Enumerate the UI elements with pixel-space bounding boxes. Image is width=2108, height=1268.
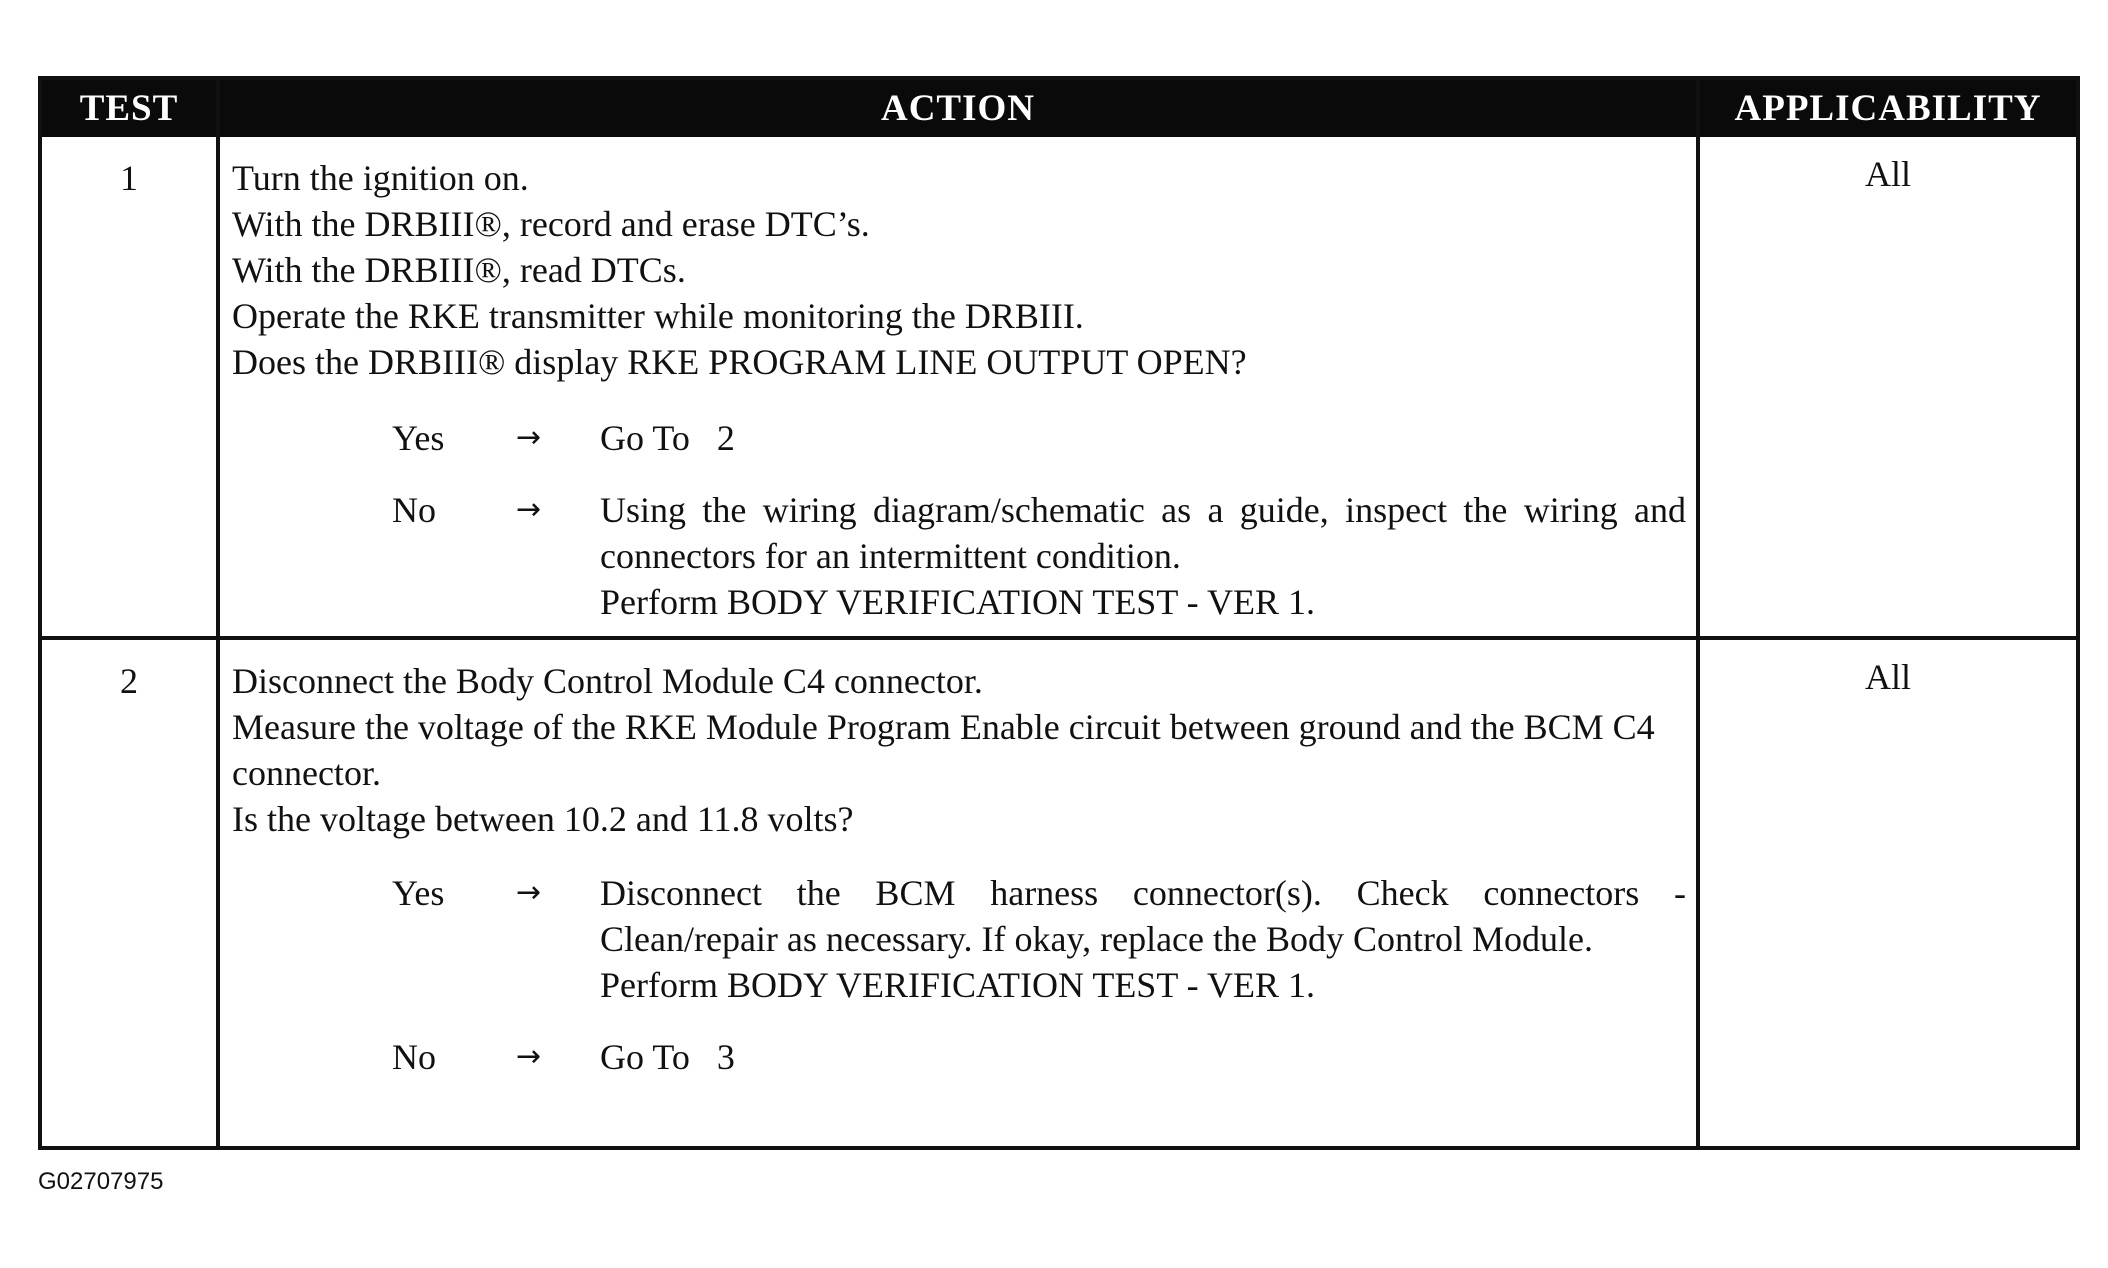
action-step: Turn the ignition on. <box>232 158 529 198</box>
action-step: Measure the voltage of the RKE Module Program Enable circuit between ground and the BCM C4 connector. <box>232 707 1655 793</box>
action-step: Operate the RKE transmitter while monitoring the DRBIII. <box>232 296 1084 336</box>
result-line: Perform BODY VERIFICATION TEST - VER 1. <box>600 582 1316 622</box>
action-step: With the DRBIII®, record and erase DTC’s. <box>232 204 870 244</box>
test-number: 1 <box>120 158 138 198</box>
result-line: Go To 3 <box>600 1037 735 1077</box>
result-line: Perform BODY VERIFICATION TEST - VER 1. <box>600 965 1316 1005</box>
arrow-icon: → <box>516 1039 542 1074</box>
table-row <box>42 137 2076 636</box>
result-line: Using the wiring diagram/schematic as a guide, inspect the wiring and connectors for an intermittent condition. <box>600 490 1686 576</box>
outcome-no <box>232 487 1686 625</box>
outcome-result <box>600 870 1686 1008</box>
result-line: Disconnect the BCM harness connector(s). Check connectors - Clean/repair as necessary. If okay, replace the Body Control Module. <box>600 873 1686 959</box>
arrow-icon: → <box>516 420 542 455</box>
figure-id: G02707975 <box>38 1168 164 1195</box>
action-step: Is the voltage between 10.2 and 11.8 volts? <box>232 799 854 839</box>
header-action: ACTION <box>880 88 1036 129</box>
applicability-value: All <box>1864 657 1911 697</box>
header-applicability: APPLICABILITY <box>1734 88 2042 129</box>
action-step: Does the DRBIII® display RKE PROGRAM LINE OUTPUT OPEN? <box>232 342 1247 382</box>
arrow-icon: → <box>516 875 542 910</box>
outcome-yes <box>232 415 1686 461</box>
outcome-no <box>232 1034 1686 1080</box>
outcome-label: No <box>392 1037 436 1077</box>
arrow-icon: → <box>516 492 542 527</box>
outcome-label: Yes <box>392 418 445 458</box>
action-cell <box>232 155 1686 625</box>
action-cell <box>232 658 1686 1080</box>
outcome-label: Yes <box>392 873 445 913</box>
table-row <box>42 640 2076 1146</box>
applicability-value: All <box>1864 154 1911 194</box>
table-header <box>42 80 2076 137</box>
result-line: Go To 2 <box>600 418 735 458</box>
outcome-yes <box>232 870 1686 1008</box>
outcome-result <box>600 487 1686 625</box>
test-number: 2 <box>120 661 138 701</box>
outcome-label: No <box>392 490 436 530</box>
action-step: Disconnect the Body Control Module C4 connector. <box>232 661 983 701</box>
header-test: TEST <box>79 88 179 129</box>
outcome-result <box>600 1034 1686 1080</box>
outcome-result <box>600 415 1686 461</box>
diagnostic-test-table <box>38 76 2080 1150</box>
action-step: With the DRBIII®, read DTCs. <box>232 250 686 290</box>
